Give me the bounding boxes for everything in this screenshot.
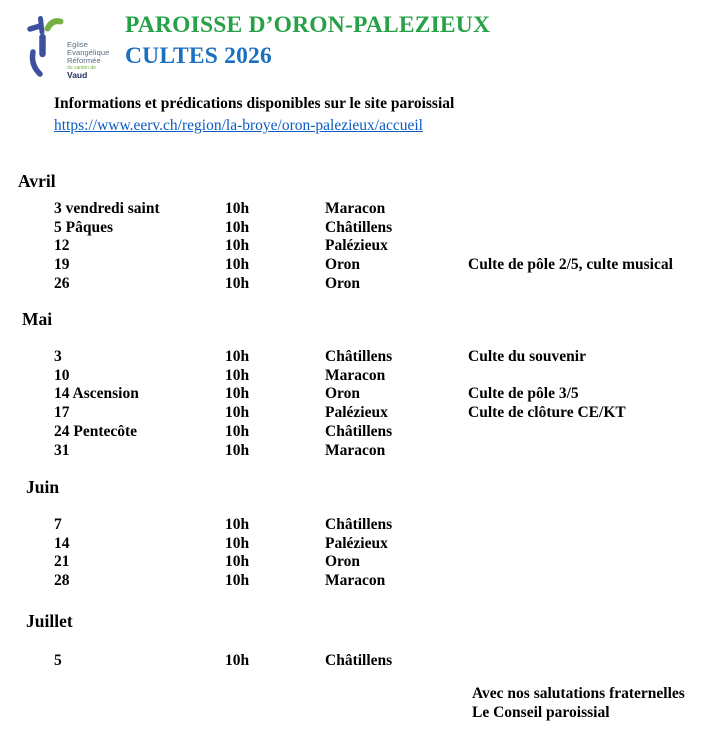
- closing-block: [472, 685, 685, 722]
- month-heading: Mai: [22, 309, 53, 329]
- month-rows: [0, 516, 706, 591]
- month-rows: [0, 200, 706, 294]
- schedule-row: [54, 275, 706, 294]
- row-time: 10h: [225, 274, 250, 292]
- month-heading: Juin: [26, 477, 60, 497]
- row-note: [468, 553, 706, 572]
- row-note: [468, 200, 706, 219]
- row-place: Oron: [325, 256, 361, 274]
- row-date: 17: [54, 404, 70, 422]
- month-section-avril: [0, 171, 706, 294]
- row-time: 10h: [225, 534, 250, 552]
- intro-text: Informations et prédications disponibles sur le site paroissial: [54, 95, 455, 112]
- row-place: Châtillens: [325, 516, 393, 533]
- row-note: Culte du souvenir: [468, 348, 586, 365]
- row-date: 28: [54, 572, 70, 590]
- row-time: 10h: [225, 237, 250, 255]
- row-time: 10h: [225, 652, 250, 669]
- row-time: 10h: [225, 218, 250, 236]
- schedule-row: [54, 237, 706, 256]
- schedule-row: [54, 516, 706, 535]
- row-place: Maracon: [325, 366, 386, 384]
- row-note: Culte de pôle 3/5: [468, 385, 579, 403]
- row-place: Châtillens: [325, 652, 393, 669]
- row-date: 31: [54, 441, 70, 459]
- schedule-row: [54, 572, 706, 591]
- row-time: 10h: [225, 516, 250, 533]
- row-place: Palézieux: [325, 237, 388, 255]
- row-note: Culte de pôle 2/5, culte musical: [468, 256, 673, 274]
- document-subtitle: CULTES 2026: [125, 43, 272, 69]
- eerv-logo: [27, 13, 109, 80]
- row-place: Palézieux: [325, 534, 388, 552]
- month-heading: Avril: [18, 171, 56, 191]
- schedule-row: [54, 367, 706, 386]
- logo-org-line: Eglise: [67, 40, 89, 49]
- month-rows: [0, 652, 706, 671]
- eerv-logo-figure: [27, 13, 65, 79]
- row-time: 10h: [225, 256, 250, 274]
- schedule-row: [54, 385, 706, 404]
- logo-org-line: Evangélique: [67, 48, 110, 57]
- row-note: [468, 237, 706, 256]
- row-time: 10h: [225, 404, 250, 422]
- row-note: [468, 423, 706, 442]
- row-date: 21: [54, 553, 70, 571]
- row-note: [468, 367, 706, 386]
- schedule-row: [54, 535, 706, 554]
- row-date: 3: [54, 348, 62, 365]
- row-place: Oron: [325, 274, 361, 292]
- month-section-juillet: [0, 611, 706, 671]
- schedule-row: [54, 442, 706, 461]
- row-place: Châtillens: [325, 422, 393, 440]
- row-date: 19: [54, 256, 70, 274]
- row-time: 10h: [225, 200, 250, 217]
- logo-org-line: du canton de: [67, 65, 96, 71]
- row-note: Culte de clôture CE/KT: [468, 404, 626, 422]
- row-note: [468, 275, 706, 294]
- eerv-logo-text: [67, 41, 109, 80]
- schedule-row: [54, 219, 706, 238]
- row-date: 5 Pâques: [54, 218, 113, 236]
- row-place: Maracon: [325, 572, 386, 590]
- schedule-row: [54, 200, 706, 219]
- schedule-row: [54, 404, 706, 423]
- row-date: 5: [54, 652, 62, 669]
- row-place: Châtillens: [325, 218, 393, 236]
- row-time: 10h: [225, 572, 250, 590]
- row-time: 10h: [225, 422, 250, 440]
- row-place: Maracon: [325, 441, 386, 459]
- schedule-row: [54, 553, 706, 572]
- schedule-row: [54, 652, 706, 671]
- row-date: 12: [54, 237, 70, 255]
- row-place: Oron: [325, 553, 361, 571]
- schedule-row: [54, 348, 706, 367]
- row-note: [468, 219, 706, 238]
- document-header: [125, 10, 490, 72]
- month-rows: [0, 348, 706, 460]
- row-date: 7: [54, 516, 62, 533]
- schedule-row: [54, 256, 706, 275]
- logo-org-line: Réformée: [67, 56, 101, 65]
- row-time: 10h: [225, 553, 250, 571]
- month-section-mai: [0, 309, 706, 460]
- month-section-juin: [0, 477, 706, 591]
- row-date: 3 vendredi saint: [54, 200, 160, 217]
- row-time: 10h: [225, 366, 250, 384]
- row-date: 24 Pentecôte: [54, 422, 138, 440]
- parish-website-link[interactable]: https://www.eerv.ch/region/la-broye/oron-palezieux/accueil: [54, 117, 423, 134]
- row-date: 10: [54, 366, 70, 384]
- row-note: [468, 516, 706, 535]
- row-date: 14: [54, 534, 70, 552]
- document-title: PAROISSE D’ORON-PALEZIEUX: [125, 12, 491, 38]
- row-place: Maracon: [325, 200, 386, 217]
- row-note: [468, 572, 706, 591]
- logo-org-line: Vaud: [67, 70, 88, 80]
- row-note: [468, 535, 706, 554]
- row-place: Châtillens: [325, 348, 393, 365]
- row-time: 10h: [225, 441, 250, 459]
- closing-salutation: Avec nos salutations fraternelles: [472, 685, 685, 702]
- row-time: 10h: [225, 348, 250, 365]
- row-note: [468, 652, 706, 671]
- intro-block: [54, 93, 454, 137]
- closing-signature: Le Conseil paroissial: [472, 703, 610, 721]
- row-date: 14 Ascension: [54, 385, 139, 403]
- row-place: Palézieux: [325, 404, 388, 422]
- row-note: [468, 442, 706, 461]
- month-heading: Juillet: [26, 611, 73, 631]
- schedule-row: [54, 423, 706, 442]
- row-place: Oron: [325, 385, 361, 403]
- row-time: 10h: [225, 385, 250, 403]
- row-date: 26: [54, 274, 70, 292]
